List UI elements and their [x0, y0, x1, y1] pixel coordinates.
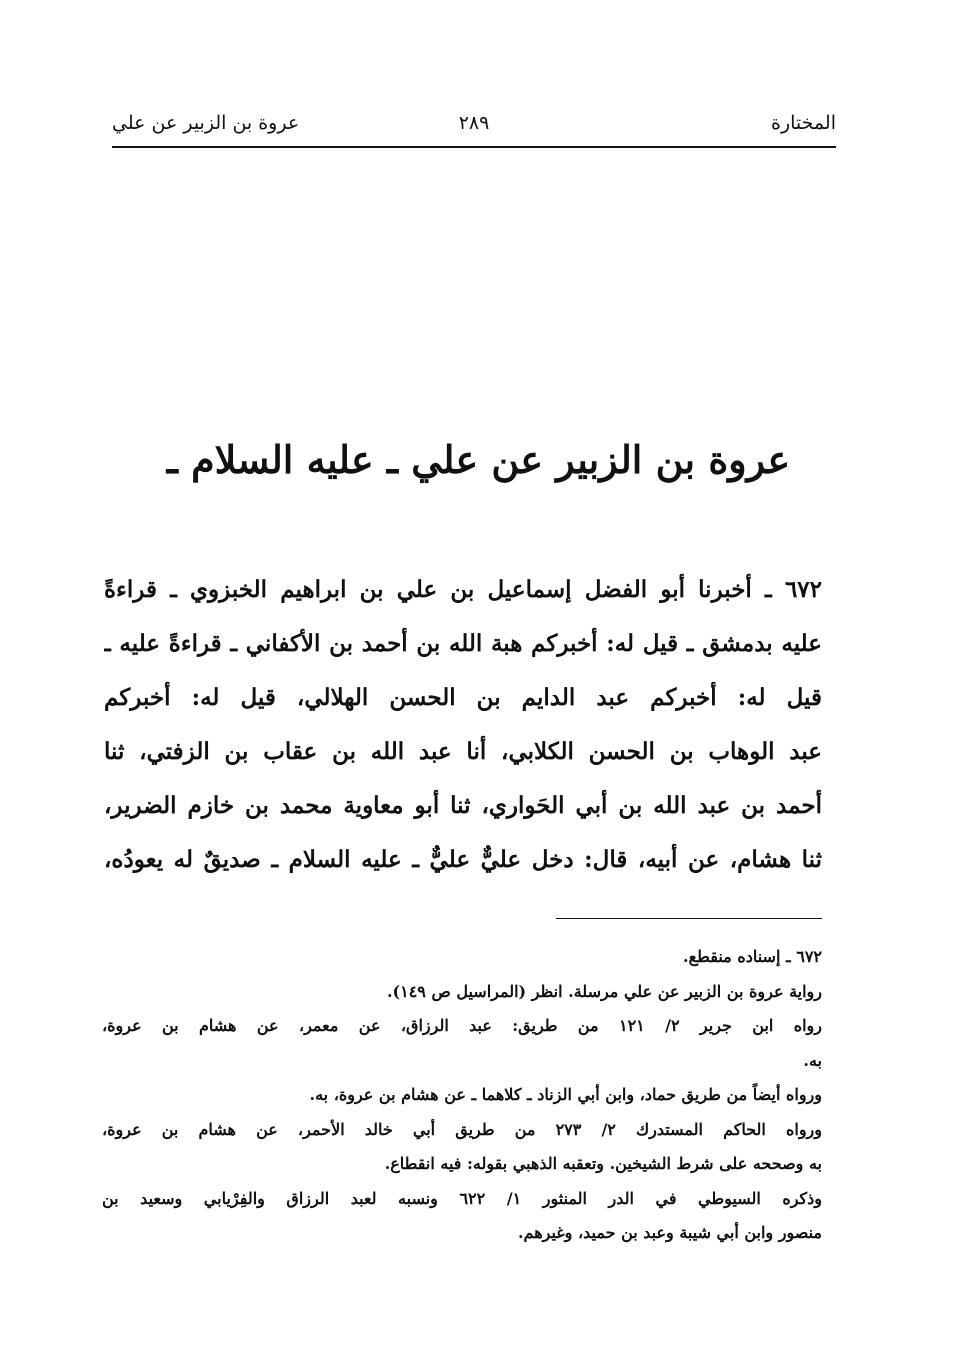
body-line: ٦٧٢ ـ أخبرنا أبو الفضل إسماعيل بن علي بن ابراهيم الخبزوي ـ قراءةً	[104, 576, 822, 603]
footnote-line: ورواه الحاكم المستدرك ٢/ ٢٧٣ من طريق أبي خالد الأحمر، عن هشام بن عروة،	[102, 1119, 822, 1139]
chapter-title: عروة بن الزبير عن علي ـ عليه السلام ـ	[166, 437, 791, 482]
hadith-text	[104, 563, 822, 887]
body-line: ثنا هشام، عن أبيه، قال: دخل عليٌّ عليٌّ ـ عليه السلام ـ صديقٌ له يعودُه،	[104, 846, 822, 873]
footnote-line: ورواه أيضاً من طريق حماد، وابن أبي الزناد ـ كلاهما ـ عن هشام بن عروة، به.	[309, 1085, 822, 1104]
footnote-line: منصور وابن أبي شيبة وعبد بن حميد، وغيرهم.	[517, 1223, 822, 1242]
footnotes	[102, 940, 822, 1251]
body-line: قيل له: أخبركم عبد الدايم بن الحسن الهلالي، قيل له: أخبركم	[104, 684, 822, 711]
footnote-rule	[556, 918, 822, 919]
footnote-line: وذكره السيوطي في الدر المنثور ١/ ٦٢٢ ونسبه لعبد الرزاق والفِرْيابي وسعيد بن	[102, 1188, 822, 1208]
header-rule	[112, 146, 836, 148]
footnote-line: رواه ابن جرير ٢/ ١٢١ من طريق: عبد الرزاق، عن معمر، عن هشام بن عروة،	[102, 1016, 822, 1035]
page-number: ٢٨٩	[458, 112, 490, 134]
header-section-title: عروة بن الزبير عن علي	[112, 112, 300, 134]
footnote-line: به.	[803, 1050, 822, 1070]
body-line: أحمد بن عبد الله بن أبي الحَواري، ثنا أبو معاوية محمد بن خازم الضرير،	[104, 792, 822, 819]
body-line: عليه بدمشق ـ قيل له: أخبركم هبة الله بن أحمد بن الأكفاني ـ قراءةً عليه ـ	[104, 630, 822, 657]
footnote-line: به وصححه على شرط الشيخين. وتعقبه الذهبي بقوله: فيه انقطاع.	[384, 1154, 822, 1173]
body-line: عبد الوهاب بن الحسن الكلابي، أنا عبد الله بن عقاب بن الزفتي، ثنا	[104, 738, 822, 765]
running-header	[112, 112, 836, 148]
footnote-line: رواية عروة بن الزبير عن علي مرسلة. انظر (المراسيل ص ١٤٩).	[386, 981, 822, 1001]
footnote-line: ٦٧٢ ـ إسناده منقطع.	[683, 947, 822, 966]
header-book-title: المختارة	[771, 112, 836, 134]
